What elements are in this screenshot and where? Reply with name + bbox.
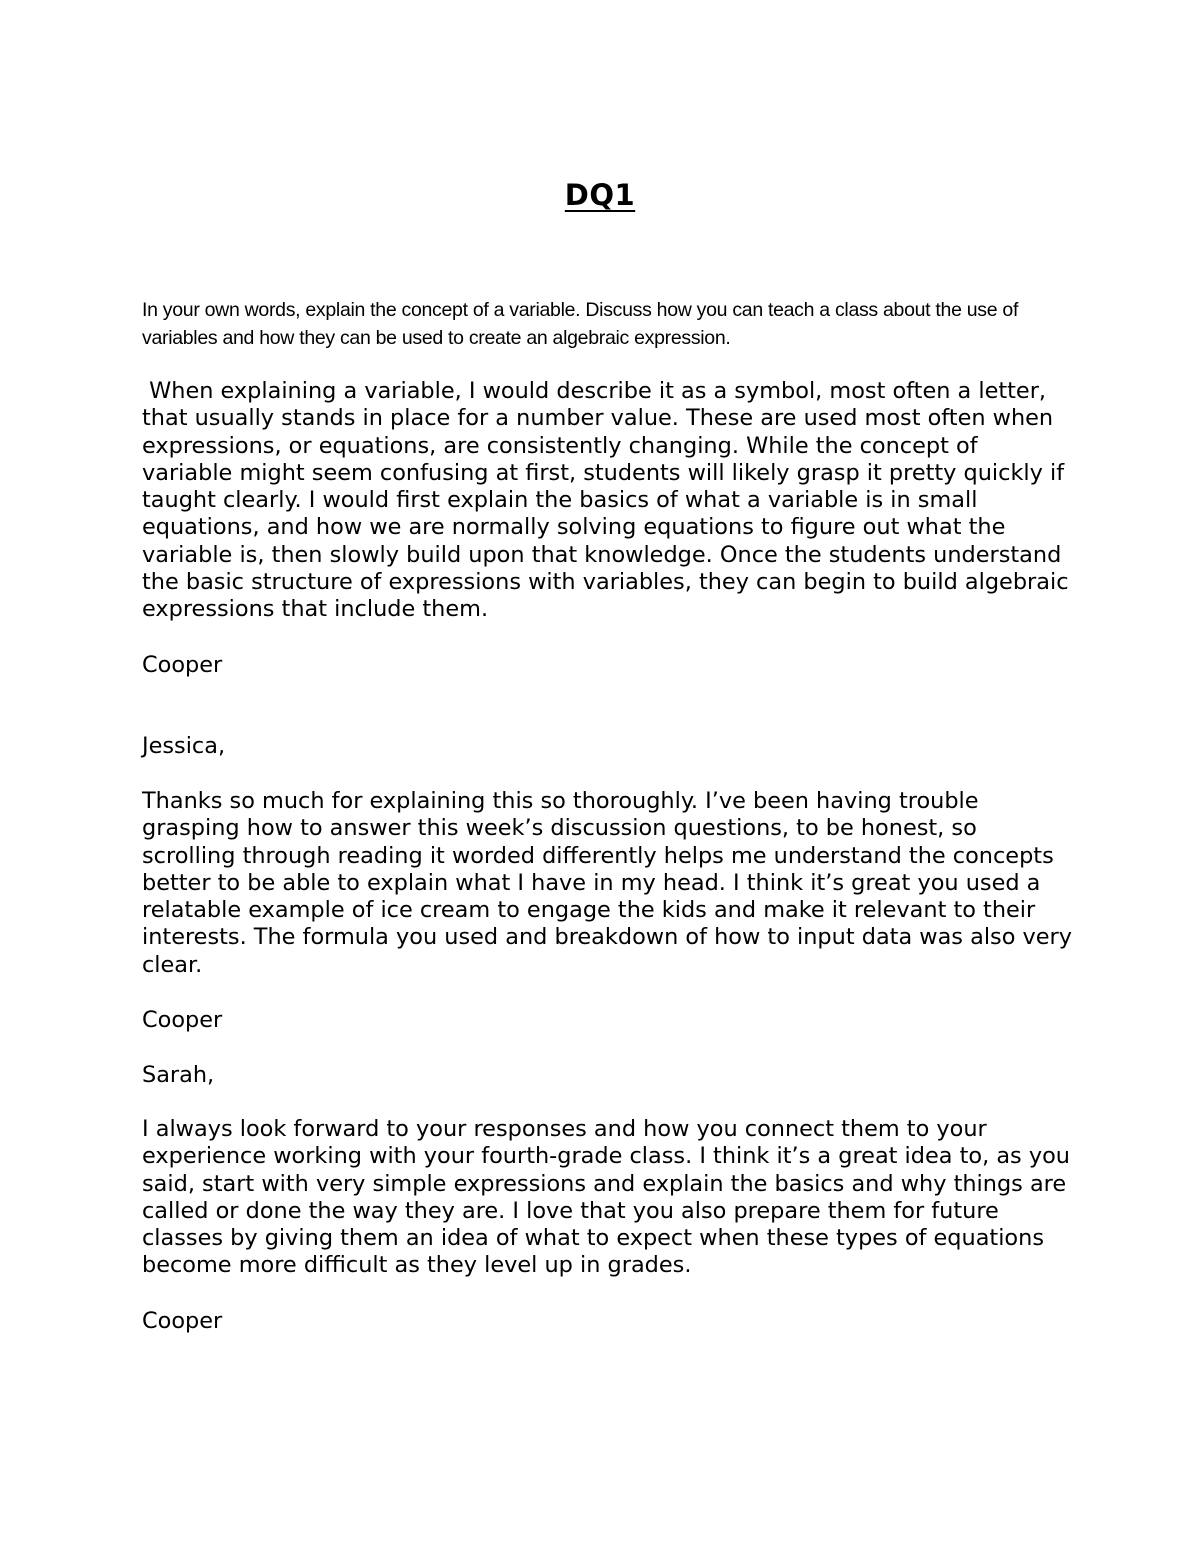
document-title: DQ1 [564, 178, 636, 212]
answer-paragraph: When explaining a variable, I would describe it as a symbol, most often a letter, that usually stands in place for a number value. These are used most often when expressions, or equations, are consistently changing. While the concept of variable might seem confusing at first, students will likely grasp it pretty quickly if taught clearly. I would first explain the basics of what a variable is in small equations, and how we are normally solving equations to figure out what the variable is, then slowly build upon that knowledge. Once the students understand the basic structure of expressions with variables, they can begin to build algebraic expressions that include them. [142, 378, 1076, 623]
reply-signature: Cooper [142, 1308, 223, 1334]
reply-greeting: Jessica, [142, 733, 226, 759]
answer-signature: Cooper [142, 652, 223, 678]
reply-greeting: Sarah, [142, 1062, 215, 1088]
reply-signature: Cooper [142, 1007, 223, 1033]
discussion-question: In your own words, explain the concept of a variable. Discuss how you can teach a class about the use of variables and how they can be used to create an algebraic expression. [142, 299, 1019, 349]
reply-paragraph: Thanks so much for explaining this so thoroughly. I’ve been having trouble grasping how to answer this week’s discussion questions, to be honest, so scrolling through reading it worded differently helps me understand the concepts better to be able to explain what I have in my head. I think it’s great you used a relatable example of ice cream to engage the kids and make it relevant to their interests. The formula you used and breakdown of how to input data was also very clear. [142, 788, 1072, 978]
reply-paragraph: I always look forward to your responses and how you connect them to your experience working with your fourth-grade class. I think it’s a great idea to, as you said, start with very simple expressions and explain the basics and why things are called or done the way they are. I love that you also prepare them for future classes by giving them an idea of what to expect when these types of equations become more difficult as they level up in grades. [142, 1116, 1070, 1279]
